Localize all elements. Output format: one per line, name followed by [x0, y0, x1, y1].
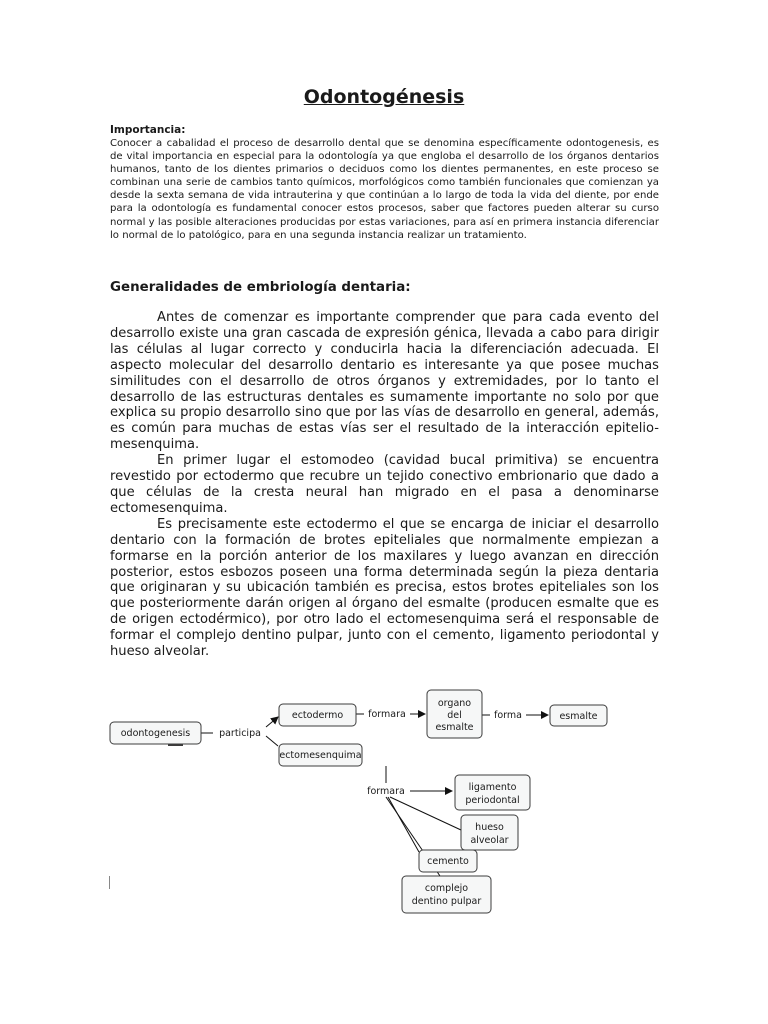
node-cemento-label: cemento	[427, 856, 469, 867]
node-organo-label-2: del	[447, 710, 462, 721]
node-cemento	[419, 850, 477, 872]
node-hueso-label-1: hueso	[475, 822, 504, 833]
node-complejo-label-1: complejo	[424, 883, 469, 894]
node-odontogenesis	[110, 722, 201, 744]
node-odontogenesis-label: odontogenesis	[120, 728, 191, 739]
node-ligamento-label-2: periodontal	[465, 795, 520, 806]
link-label-participa: participa	[219, 728, 261, 739]
node-ectomesenquima	[279, 744, 362, 766]
node-esmalte	[550, 705, 607, 726]
node-hueso-alveolar	[461, 815, 518, 850]
link-label-formara-2: formara	[367, 786, 405, 797]
node-organo-del-esmalte	[427, 690, 482, 738]
node-organo-label-1: organo	[437, 698, 472, 709]
generalidades-body	[110, 310, 659, 660]
node-complejo-dentino-pulpar	[402, 876, 491, 913]
importancia-heading: Importancia:	[110, 124, 186, 136]
node-hueso-label-2: alveolar	[470, 835, 509, 846]
node-organo-label-3: esmalte	[435, 722, 474, 733]
node-esmalte-label: esmalte	[559, 711, 598, 722]
node-ectomesenquima-label: ectomesenquima	[279, 750, 362, 761]
link-label-formara-1: formara	[368, 709, 406, 720]
paragraph-1: Antes de comenzar es importante comprender que para cada evento del desarrollo existe una gran cascada de expresión génica, llevada a cabo para dirigir las células al lugar correcto y conducirla hacia la diferenciación adecuada. El aspecto molecular del desarrollo dentario es interesante ya que posee muchas similitudes con el desarrollo de otros órganos y extremidades, por lo tanto el desarrollo de las estructuras dentales es sumamente importante no solo por que explica su propio desarrollo sino que por las vías de desarrollo en general, además, es común para muchas de estas vías ser el resultado de la interacción epitelio-mesenquima.	[110, 310, 659, 453]
cursor-mark	[109, 876, 110, 889]
edge-formara-cemento	[388, 797, 419, 852]
importancia-paragraph: Conocer a cabalidad el proceso de desarrollo dental que se denomina específicamente odontogenesis, es de vital importancia en especial para la odontología ya que engloba el desarrollo de los órganos dentarios humanos, tanto de los dientes primarios o deciduos como los dientes permanentes, en este proceso se combinan una serie de cambios tanto químicos, morfológicos como también funcionales que comienzan ya desde la sexta semana de vida intrauterina y que continúan a lo largo de toda la vida del diente, por ende para la odontología es fundamental conocer estos procesos, saber que factores pueden alterar su curso normal y las posible alteraciones producidas por estas variaciones, para así en primera instancia diferenciar lo normal de lo patológico, para en una segunda instancia realizar un tratamiento.	[110, 138, 659, 241]
document-title: Odontogénesis	[303, 86, 465, 108]
generalidades-heading: Generalidades de embriología dentaria:	[110, 280, 411, 295]
paragraph-3: Es precisamente este ectodermo el que se encarga de iniciar el desarrollo dentario con la formación de brotes epiteliales que normalmente empiezan a formarse en la porción anterior de los maxilares y luego avanzan en dirección posterior, estos esbozos poseen una forma determinada según la pieza dentaria que originaran y su ubicación también es precisa, estos brotes epiteliales son los que posteriormente darán origen al órgano del esmalte (producen esmalte que es de origen ectodérmico), por otro lado el ectomesenquima será el responsable de formar el complejo dentino pulpar, junto con el cemento, ligamento periodontal y hueso alveolar.	[110, 516, 659, 660]
node-ligamento-periodontal	[455, 775, 530, 810]
edge-participa-ectodermo	[266, 717, 278, 727]
node-ectodermo	[279, 704, 356, 726]
edge-participa-ectomesenquima	[266, 736, 278, 746]
link-label-forma: forma	[494, 710, 522, 721]
node-ectodermo-label: ectodermo	[291, 710, 344, 721]
edge-formara-hueso	[390, 797, 461, 830]
paragraph-2: En primer lugar el estomodeo (cavidad bucal primitiva) se encuentra revestido por ectodermo que recubre un tejido conectivo embrionario que dado a que células de la cresta neural han migrado en el pasa a denominarse ectomesenquima.	[110, 453, 659, 516]
concept-map	[0, 680, 768, 920]
node-ligamento-label-1: ligamento	[468, 782, 517, 793]
node-complejo-label-2: dentino pulpar	[411, 896, 482, 907]
